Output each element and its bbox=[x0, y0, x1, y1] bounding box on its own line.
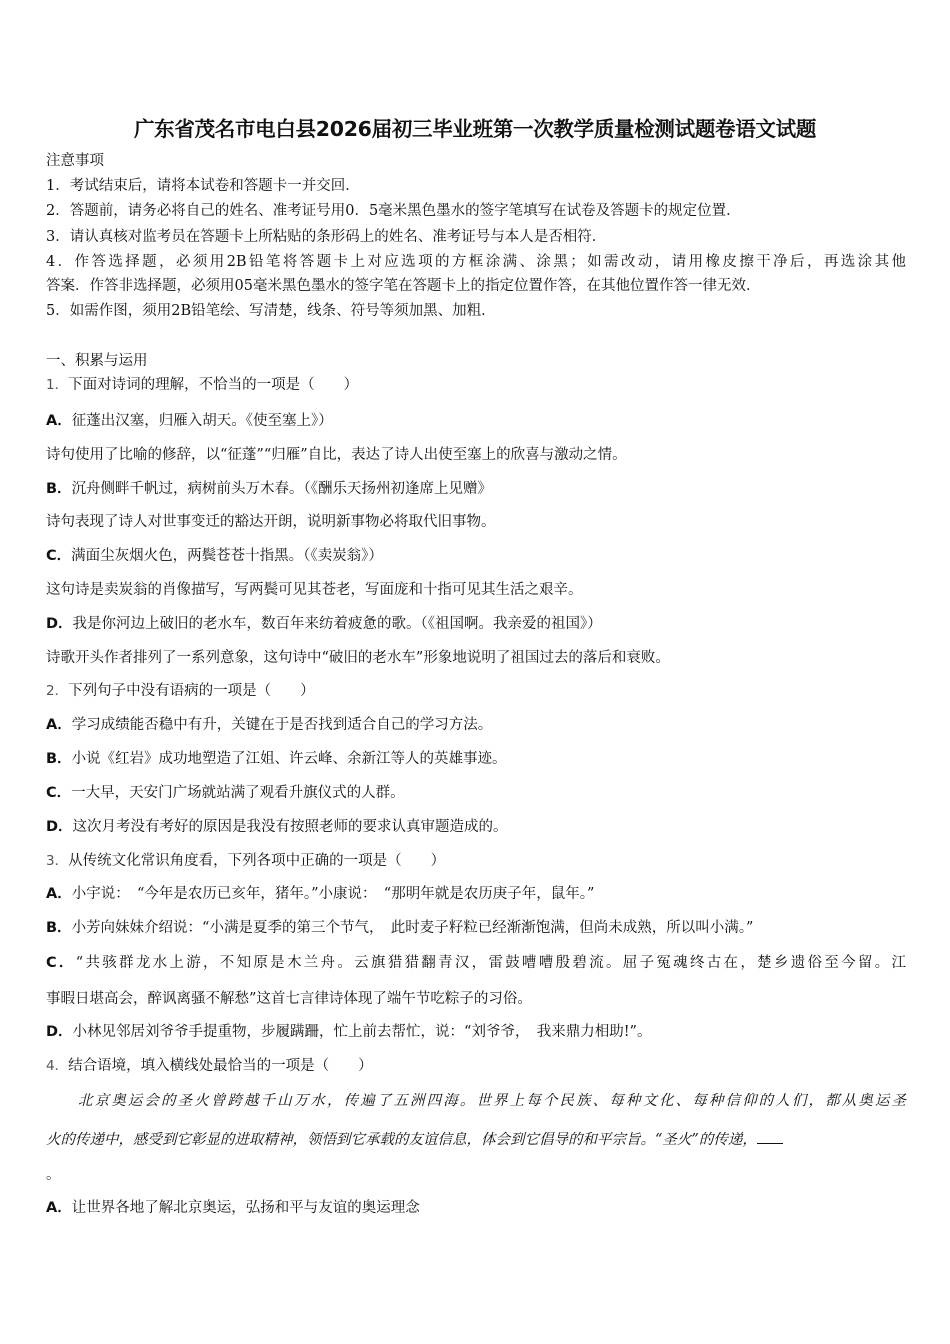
notice-item-continued: 答案．作答非选择题，必须用05毫米黑色墨水的签字笔在答题卡上的指定位置作答，在其他位置作答一律无效． bbox=[46, 278, 761, 294]
question-1 bbox=[46, 375, 358, 395]
notice-item: 2．答题前，请务必将自己的姓名、准考证号用0．5毫米黑色墨水的签字笔填写在试卷及答题卡的规定位置． bbox=[46, 203, 741, 219]
notice-item: 1．考试结束后，请将本试卷和答题卡一并交回． bbox=[46, 178, 360, 194]
option-a: A．小宇说： “今年是农历已亥年，猪年。”小康说： “那明年就是农历庚子年，鼠年。” bbox=[46, 886, 595, 902]
option-a: A．让世界各地了解北京奥运，弘扬和平与友谊的奥运理念 bbox=[46, 1200, 420, 1216]
notice-heading: 注意事项 bbox=[46, 153, 104, 169]
option-c: C．“共骇群龙水上游，不知原是木兰舟。云旗猎猎翻青汉，雷鼓嘈嘈殷碧流。屈子冤魂终古在，楚乡遗俗至今留。江 bbox=[46, 955, 906, 971]
question-stem: 下面对诗词的理解，不恰当的一项是（ ） bbox=[68, 377, 359, 393]
option-note: 诗句表现了诗人对世事变迁的豁达开朗，说明新事物必将取代旧事物。 bbox=[46, 514, 496, 530]
question-4 bbox=[46, 1056, 373, 1076]
option-d: D．小林见邻居刘爷爷手提重物，步履蹒跚，忙上前去帮忙，说：“刘爷爷， 我来鼎力相助!”。 bbox=[46, 1024, 652, 1040]
notice-item: 3．请认真核对监考员在答题卡上所粘贴的条形码上的姓名、准考证号与本人是否相符． bbox=[46, 229, 607, 245]
option-d: D．这次月考没有考好的原因是我没有按照老师的要求认真审题造成的。 bbox=[46, 819, 508, 835]
passage-line: 北京奥运会的圣火曾跨越千山万水，传遍了五洲四海。世界上每个民族、每种文化、每种信仰的人们，都从奥运圣 bbox=[78, 1093, 906, 1109]
passage-end: 。 bbox=[46, 1167, 61, 1183]
answer-blank bbox=[757, 1129, 783, 1144]
notice-item: 5．如需作图，须用2B铅笔绘、写清楚，线条、符号等须加黑、加粗． bbox=[46, 303, 496, 319]
question-number: 3． bbox=[46, 853, 69, 869]
option-d: D．我是你河边上破旧的老水车，数百年来纺着疲惫的歌。（《祖国啊。我亲爱的祖国》） bbox=[46, 616, 602, 632]
question-number: 4． bbox=[46, 1058, 69, 1074]
option-a: A．征蓬出汉塞，归雁入胡天。《使至塞上》） bbox=[46, 413, 333, 429]
question-stem: 从传统文化常识角度看，下列各项中正确的一项是（ ） bbox=[68, 853, 446, 869]
notice-item: 4．作答选择题，必须用2B铅笔将答题卡上对应选项的方框涂满、涂黑；如需改动，请用橡皮擦干净后，再选涂其他 bbox=[46, 254, 906, 270]
passage-line: 火的传递中，感受到它彰显的进取精神，领悟到它承载的友谊信息，体会到它倡导的和平宗旨。“圣火”的传递， bbox=[46, 1129, 783, 1150]
question-3 bbox=[46, 851, 445, 871]
question-stem: 结合语境，填入横线处最恰当的一项是（ ） bbox=[68, 1058, 373, 1074]
option-note: 诗句使用了比喻的修辞，以“征蓬”“归雁”自比，表达了诗人出使至塞上的欣喜与激动之情。 bbox=[46, 447, 627, 463]
option-note: 这句诗是卖炭翁的肖像描写，写两鬓可见其苍老，写面庞和十指可见其生活之艰辛。 bbox=[46, 582, 583, 598]
question-number: 2． bbox=[46, 683, 69, 699]
question-2 bbox=[46, 681, 315, 701]
question-stem: 下列句子中没有语病的一项是（ ） bbox=[68, 683, 315, 699]
option-b: B．小芳向妹妹介绍说：“小满是夏季的第三个节气， 此时麦子籽粒已经渐渐饱满，但尚未成熟，所以叫小满。” bbox=[46, 920, 754, 936]
option-a: A．学习成绩能否稳中有升，关键在于是否找到适合自己的学习方法。 bbox=[46, 717, 493, 733]
question-number: 1． bbox=[46, 377, 69, 393]
option-c: C．一大早，天安门广场就站满了观看升旗仪式的人群。 bbox=[46, 785, 405, 801]
option-b: B．沉舟侧畔千帆过，病树前头万木春。（《酬乐天扬州初逢席上见赠》 bbox=[46, 481, 493, 497]
section-heading: 一、积累与运用 bbox=[46, 353, 148, 369]
option-c: C．满面尘灰烟火色，两鬓苍苍十指黑。（《卖炭翁》） bbox=[46, 548, 383, 564]
option-c-continued: 事暇日堪高会，醉讽离骚不解愁”这首七言律诗体现了端午节吃粽子的习俗。 bbox=[46, 991, 532, 1007]
page-title: 广东省茂名市电白县2026届初三毕业班第一次教学质量检测试题卷语文试题 bbox=[133, 117, 817, 141]
option-b: B．小说《红岩》成功地塑造了江姐、许云峰、余新江等人的英雄事迹。 bbox=[46, 751, 507, 767]
option-note: 诗歌开头作者排列了一系列意象，这句诗中“破旧的老水车”形象地说明了祖国过去的落后和衰败。 bbox=[46, 650, 670, 666]
